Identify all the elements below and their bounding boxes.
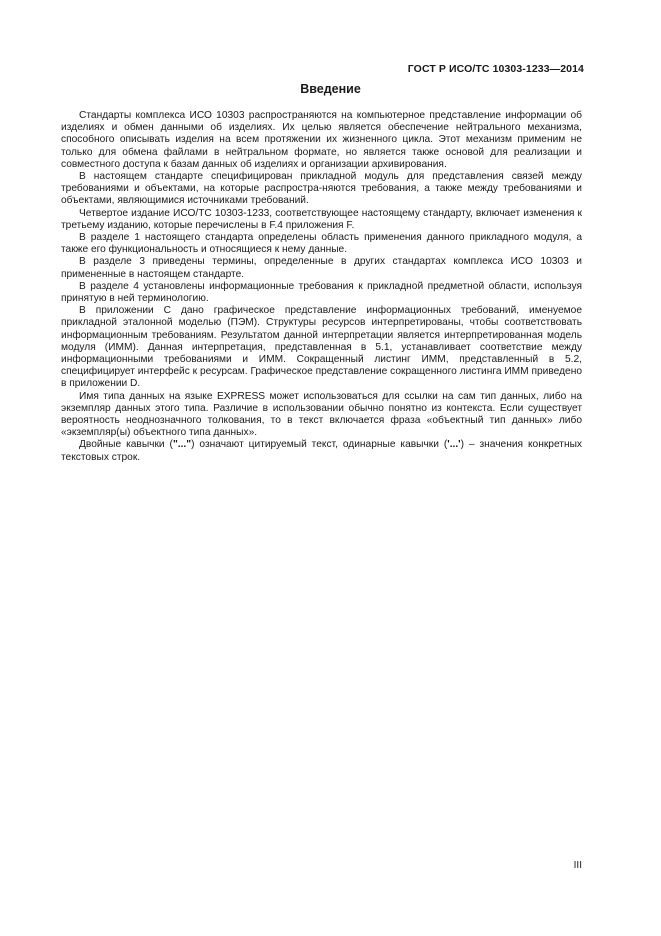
paragraph-5: В разделе 3 приведены термины, определенные в других стандартах комплекса ИСО 10303 и примененные в настоящем стандарте. bbox=[61, 256, 582, 280]
quotes-text-1: Двойные кавычки ( bbox=[79, 439, 173, 451]
section-title: Введение bbox=[300, 82, 361, 96]
paragraph-2: В настоящем стандарте специфицирован прикладной модуль для представления связей между требованиями и объектами, на которые распростра-няются требования, а также между требованиями и объектами, являющимися источниками требований. bbox=[61, 171, 582, 207]
page-number: III bbox=[573, 860, 582, 871]
document-body bbox=[61, 110, 582, 464]
paragraph-8: Имя типа данных на языке EXPRESS может использоваться для ссылки на сам тип данных, либо на экземпляр данных этого типа. Различие в использовании обычно понятно из контекста. Если существует вероятность неоднозначного толкования, то в текст включается фраза «объектный тип данных» либо «экземпляр(ы) объектного типа данных». bbox=[61, 390, 582, 439]
paragraph-3: Четвертое издание ИСО/ТС 10303-1233, соответствующее настоящему стандарту, включает изменения к третьему изданию, которые перечислены в F.4 приложения F. bbox=[61, 207, 582, 231]
double-quotes-sample: "..." bbox=[172, 439, 192, 451]
paragraph-4: В разделе 1 настоящего стандарта определены область применения данного прикладного модуля, а также его функциональность и относящиеся к нему данные. bbox=[61, 232, 582, 256]
standard-code-header: ГОСТ Р ИСО/ТС 10303-1233—2014 bbox=[407, 63, 584, 75]
paragraph-quotes bbox=[61, 439, 582, 463]
paragraph-6: В разделе 4 установлены информационные требования к прикладной предметной области, используя принятую в ней терминологию. bbox=[61, 280, 582, 305]
quotes-text-2: ) означают цитируемый текст, одинарные кавычки ( bbox=[191, 439, 448, 451]
paragraph-1: Стандарты комплекса ИСО 10303 распространяются на компьютерное представление информации об изделиях и обмен данными об изделиях. Их целью является обеспечение нейтрального механизма, способного описывать изделия на всем протяжении их жизненного цикла. Этот механизм применим не только для обмена файлами в нейтральном формате, но является также основой для реализации и совместного доступа к базам данных об изделиях и организации архивирования. bbox=[61, 110, 582, 170]
single-quotes-sample: '...' bbox=[447, 439, 461, 451]
paragraph-7: В приложении С дано графическое представление информационных требований, именуемое прикладной эталонной моделью (ПЭМ). Структуры ресурсов интерпретированы, чтобы соответствовать информационным требованиям. Результатом данной интерпретации является интерпретированная модель модуля (ИММ). Данная интерпретация, представленная в 5.1, устанавливает соответствие между информационными требованиями и ИММ. Сокращенный листинг ИММ, представленный в 5.2, специфицирует интерфейс к ресурсам. Графическое представление сокращенного листинга ИММ приведено в приложении D. bbox=[61, 305, 582, 390]
quotes-text-3: ) – значения конкретных текстовых строк. bbox=[61, 439, 582, 463]
